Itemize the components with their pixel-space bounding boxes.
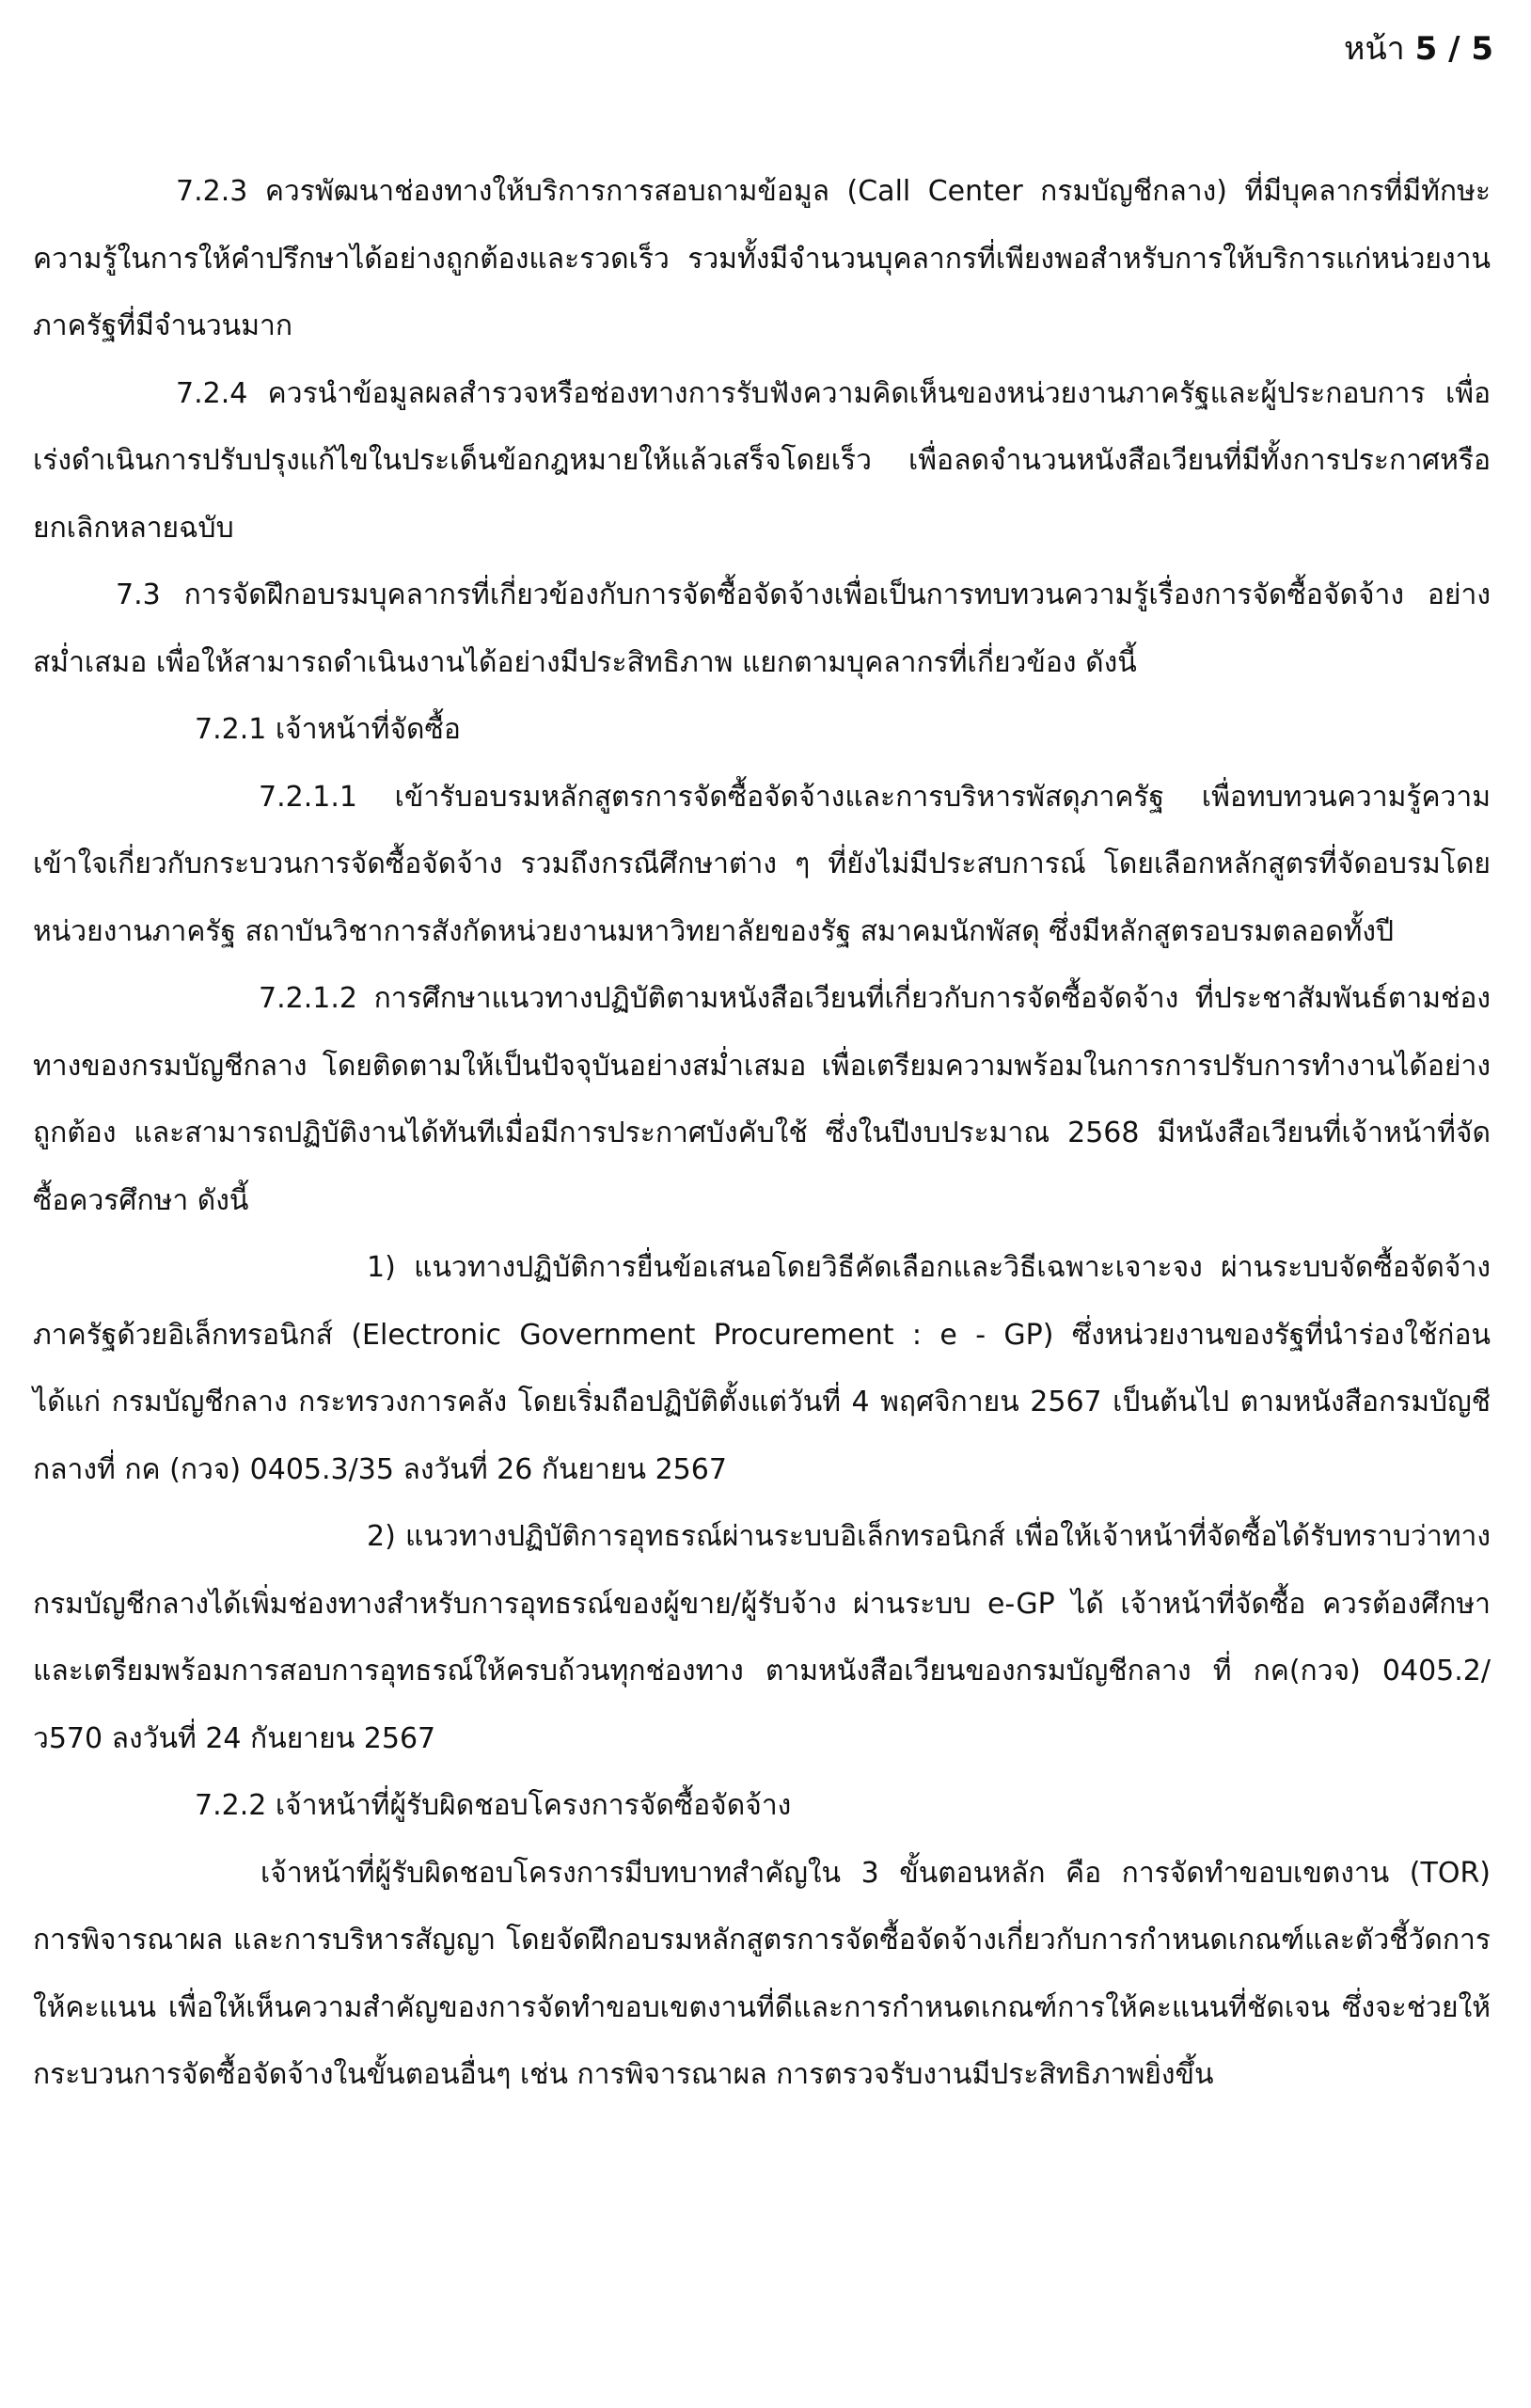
- paragraph-7-3: 7.3 การจัดฝึกอบรมบุคลากรที่เกี่ยวข้องกับการจัดซื้อจัดจ้างเพื่อเป็นการทบทวนความรู้เรื่องการจัดซื้อจัดจ้าง อย่างสม่ำเสมอ เพื่อให้สามารถดำเนินงานได้อย่างมีประสิทธิภาพ แยกตามบุคลากรที่เกี่ยวข้อง ดังนี้: [33, 578, 1491, 679]
- paragraph-7-2-1-2: 7.2.1.2 การศึกษาแนวทางปฏิบัติตามหนังสือเวียนที่เกี่ยวกับการจัดซื้อจัดจ้าง ที่ประชาสัมพันธ์ตามช่องทางของกรมบัญชีกลาง โดยติดตามให้เป็นปัจจุบันอย่างสม่ำเสมอ เพื่อเตรียมความพร้อมในการการปรับการทำงานได้อย่างถูกต้อง และสามารถปฏิบัติงานได้ทันทีเมื่อมีการประกาศบังคับใช้ ซึ่งในปีงบประมาณ 2568 มีหนังสือเวียนที่เจ้าหน้าที่จัดซื้อควรศึกษา ดังนี้: [33, 982, 1491, 1217]
- paragraph-7-2-4: 7.2.4 ควรนำข้อมูลผลสำรวจหรือช่องทางการรับฟังความคิดเห็นของหน่วยงานภาครัฐและผู้ประกอบการ เพื่อเร่งดำเนินการปรับปรุงแก้ไขในประเด็นข้อกฎหมายให้แล้วเสร็จโดยเร็ว เพื่อลดจำนวนหนังสือเวียนที่มีทั้งการประกาศหรือยกเลิกหลายฉบับ: [33, 376, 1491, 545]
- heading-7-2-1: 7.2.1 เจ้าหน้าที่จัดซื้อ: [195, 713, 461, 746]
- page-number: [1344, 28, 1493, 70]
- paragraph-7-2-1-1: 7.2.1.1 เข้ารับอบรมหลักสูตรการจัดซื้อจัดจ้างและการบริหารพัสดุภาครัฐ เพื่อทบทวนความรู้ความเข้าใจเกี่ยวกับกระบวนการจัดซื้อจัดจ้าง รวมถึงกรณีศึกษาต่าง ๆ ที่ยังไม่มีประสบการณ์ โดยเลือกหลักสูตรที่จัดอบรมโดยหน่วยงานภาครัฐ สถาบันวิชาการสังกัดหน่วยงานมหาวิทยาลัยของรัฐ สมาคมนักพัสดุ ซึ่งมีหลักสูตรอบรมตลอดทั้งปี: [33, 780, 1491, 948]
- document-body: [33, 158, 1491, 2109]
- paragraph-7-2-3: 7.2.3 ควรพัฒนาช่องทางให้บริการการสอบถามข้อมูล (Call Center กรมบัญชีกลาง) ที่มีบุคลากรที่มีทักษะความรู้ในการให้คำปรึกษาได้อย่างถูกต้องและรวดเร็ว รวมทั้งมีจำนวนบุคลากรที่เพียงพอสำหรับการให้บริการแก่หน่วยงานภาครัฐที่มีจำนวนมาก: [33, 175, 1491, 342]
- page-number-value: 5 / 5: [1414, 30, 1493, 68]
- paragraph-7-2-2-body: เจ้าหน้าที่ผู้รับผิดชอบโครงการมีบทบาทสำคัญใน 3 ขั้นตอนหลัก คือ การจัดทำขอบเขตงาน (TOR) การพิจารณาผล และการบริหารสัญญา โดยจัดฝึกอบรมหลักสูตรการจัดซื้อจัดจ้างเกี่ยวกับการกำหนดเกณฑ์และตัวชี้วัดการให้คะแนน เพื่อให้เห็นความสำคัญของการจัดทำขอบเขตงานที่ดีและการกำหนดเกณฑ์การให้คะแนนที่ชัดเจน ซึ่งจะช่วยให้กระบวนการจัดซื้อจัดจ้างในขั้นตอนอื่นๆ เช่น การพิจารณาผล การตรวจรับงานมีประสิทธิภาพยิ่งขึ้น: [33, 1856, 1491, 2091]
- list-item-2: 2) แนวทางปฏิบัติการอุทธรณ์ผ่านระบบอิเล็กทรอนิกส์ เพื่อให้เจ้าหน้าที่จัดซื้อได้รับทราบว่าทางกรมบัญชีกลางได้เพิ่มช่องทางสำหรับการอุทธรณ์ของผู้ขาย/ผู้รับจ้าง ผ่านระบบ e-GP ได้ เจ้าหน้าที่จัดซื้อ ควรต้องศึกษาและเตรียมพร้อมการสอบการอุทธรณ์ให้ครบถ้วนทุกช่องทาง ตามหนังสือเวียนของกรมบัญชีกลาง ที่ กค(กวจ) 0405.2/ว570 ลงวันที่ 24 กันยายน 2567: [33, 1520, 1491, 1755]
- heading-7-2-2: 7.2.2 เจ้าหน้าที่ผู้รับผิดชอบโครงการจัดซื้อจัดจ้าง: [195, 1789, 792, 1822]
- list-item-1: 1) แนวทางปฏิบัติการยื่นข้อเสนอโดยวิธีคัดเลือกและวิธีเฉพาะเจาะจง ผ่านระบบจัดซื้อจัดจ้างภาครัฐด้วยอิเล็กทรอนิกส์ (Electronic Government Procurement : e - GP) ซึ่งหน่วยงานของรัฐที่นำร่องใช้ก่อน ได้แก่ กรมบัญชีกลาง กระทรวงการคลัง โดยเริ่มถือปฏิบัติตั้งแต่วันที่ 4 พฤศจิกายน 2567 เป็นต้นไป ตามหนังสือกรมบัญชีกลางที่ กค (กวจ) 0405.3/35 ลงวันที่ 26 กันยายน 2567: [33, 1251, 1491, 1486]
- page-number-label: หน้า: [1344, 30, 1405, 68]
